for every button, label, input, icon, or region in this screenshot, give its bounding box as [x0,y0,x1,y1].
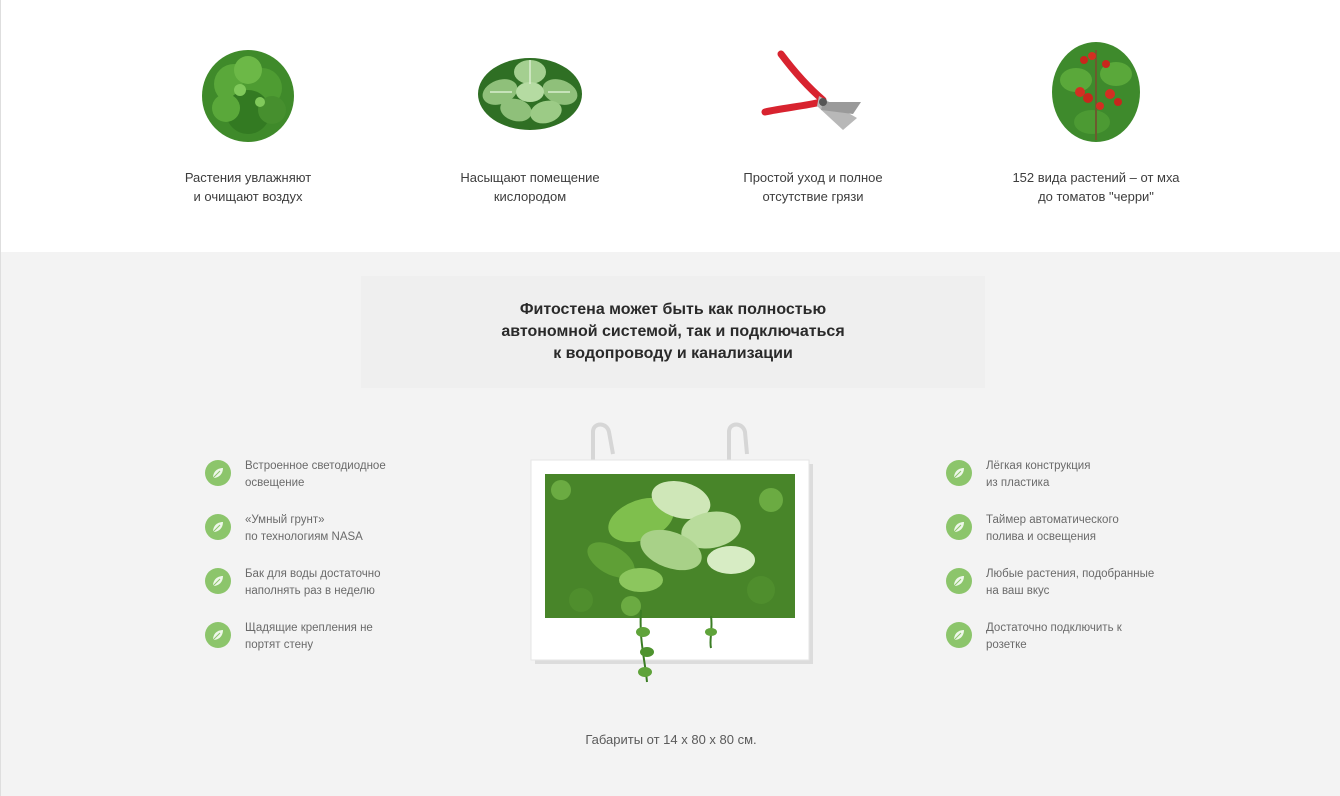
leaf-icon [946,568,972,594]
leaf-icon [946,514,972,540]
phytowall-image [521,420,821,710]
benefit-caption-line2: кислородом [493,189,567,204]
phytowall-section [0,252,1340,796]
dimensions-note: Габариты от 14 х 80 х 80 см. [585,732,757,747]
headline-line3: к водопроводу и канализации [553,345,793,362]
feature-line1: «Умный грунт» [245,514,325,526]
benefit-caption-line2: до томатов "черри" [1038,189,1154,204]
headline-line1: Фитостена может быть как полностью [519,301,827,318]
benefit-caption-line1: Насыщают помещение [460,170,600,185]
leaf-icon [205,514,231,540]
feature-line2: по технологиям NASA [245,531,363,543]
feature-line1: Щадящие крепления не [245,622,373,634]
cherry-tomato-plant-icon [1036,30,1156,150]
benefit-oxygen [415,30,645,206]
benefit-caption-line1: Растения увлажняют [184,170,312,185]
feature-item [946,620,1206,674]
bush-plant-icon [188,30,308,150]
headline-line2: автономной системой, так и подключаться [501,323,845,340]
section-headline [361,276,985,388]
benefit-easy-care [698,30,928,206]
features-left-list [205,458,465,674]
feature-line2: наполнять раз в неделю [245,585,375,597]
leaf-icon [205,622,231,648]
feature-item [205,512,465,566]
feature-item [946,458,1206,512]
leaf-icon [205,460,231,486]
feature-line1: Любые растения, подобранные [986,568,1155,580]
feature-item [205,620,465,674]
feature-item [205,458,465,512]
leaf-icon [205,568,231,594]
feature-line2: портят стену [245,639,314,651]
benefits-band [0,0,1340,252]
feature-line1: Лёгкая конструкция [986,460,1091,472]
leaf-icon [946,460,972,486]
benefit-caption-line2: и очищают воздух [193,189,303,204]
feature-line2: из пластика [986,477,1050,489]
feature-item [946,566,1206,620]
pruning-shears-icon [753,30,873,150]
benefit-caption-line2: отсутствие грязи [762,189,864,204]
benefit-caption-line1: Простой уход и полное [743,170,883,185]
benefit-plant-variety [981,30,1211,206]
feature-line2: полива и освещения [986,531,1096,543]
benefit-caption-line1: 152 вида растений – от мха [1012,170,1180,185]
feature-line1: Встроенное светодиодное [245,460,386,472]
feature-line2: розетке [986,639,1027,651]
feature-line1: Бак для воды достаточно [245,568,381,580]
features-right-list [946,458,1206,674]
feature-item [946,512,1206,566]
feature-item [205,566,465,620]
leaf-icon [946,622,972,648]
feature-line1: Достаточно подключить к [986,622,1122,634]
benefit-humidify [133,30,363,206]
feature-line1: Таймер автоматического [986,514,1119,526]
feature-line2: на ваш вкус [986,585,1050,597]
feature-line2: освещение [245,477,305,489]
fittonia-plant-icon [470,30,590,150]
